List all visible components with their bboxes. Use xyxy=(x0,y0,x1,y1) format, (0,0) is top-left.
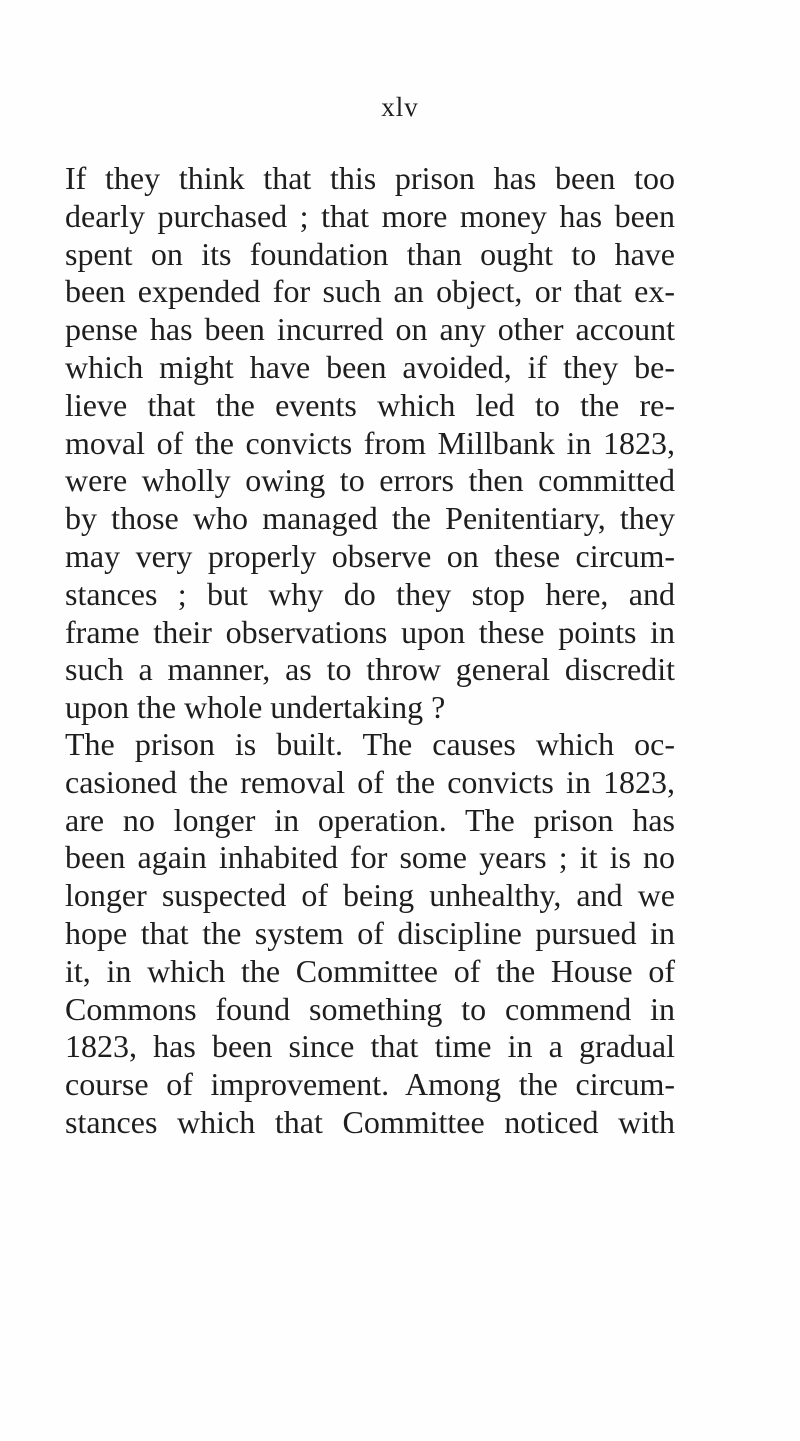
text-line: such a manner, as to throw general discredit xyxy=(65,651,675,688)
text-line: may very properly observe on these circum- xyxy=(65,537,675,574)
text-line: The prison is built. The causes which oc- xyxy=(65,726,675,762)
text-line: If they think that this prison has been too xyxy=(65,160,675,196)
text-line: Commons found something to commend in xyxy=(65,990,675,1027)
text-line: 1823, has been since that time in a gradual xyxy=(65,1028,675,1065)
text-line: been again inhabited for some years ; it is no xyxy=(65,839,675,876)
page-number: xlv xyxy=(381,92,419,122)
text-line: moval of the convicts from Millbank in 1823, xyxy=(65,424,675,461)
text-line: longer suspected of being unhealthy, and we xyxy=(65,877,675,914)
paragraph-2 xyxy=(65,726,675,1142)
text-line: dearly purchased ; that more money has been xyxy=(65,197,675,234)
text-line: are no longer in operation. The prison has xyxy=(65,801,675,838)
text-line: frame their observations upon these points in xyxy=(65,613,675,650)
text-line: which might have been avoided, if they be- xyxy=(65,348,675,385)
text-line: hope that the system of discipline pursued in xyxy=(65,914,675,951)
text-line: casioned the removal of the convicts in 1823, xyxy=(65,763,675,800)
paragraph-1 xyxy=(65,160,675,727)
text-line: upon the whole undertaking ? xyxy=(65,689,446,726)
text-line: stances which that Committee noticed with xyxy=(65,1103,675,1140)
text-line: course of improvement. Among the circum- xyxy=(65,1066,675,1103)
text-line: spent on its foundation than ought to have xyxy=(65,235,675,272)
text-line: were wholly owing to errors then committed xyxy=(65,462,675,499)
text-line: been expended for such an object, or that ex- xyxy=(65,273,675,310)
text-line: stances ; but why do they stop here, and xyxy=(65,575,675,612)
text-line: lieve that the events which led to the re- xyxy=(65,386,675,423)
text-line: by those who managed the Penitentiary, they xyxy=(65,500,675,537)
text-line: it, in which the Committee of the House of xyxy=(65,952,675,989)
text-line: pense has been incurred on any other account xyxy=(65,311,675,348)
